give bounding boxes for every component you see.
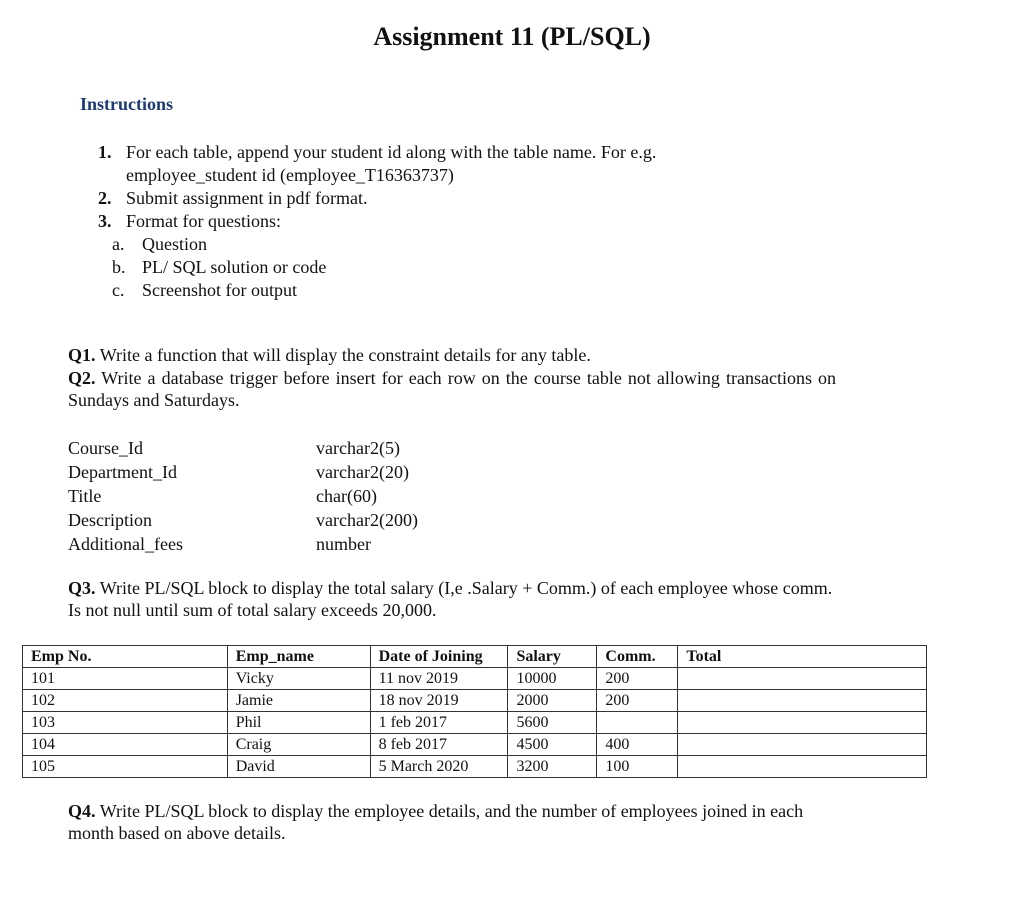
table-cell: 103: [23, 712, 228, 734]
table-row: [23, 690, 927, 712]
field-type: varchar2(200): [316, 510, 418, 530]
column-header: Emp_name: [227, 646, 370, 668]
table-cell: 11 nov 2019: [370, 668, 508, 690]
table-cell: 101: [23, 668, 228, 690]
format-text: PL/ SQL solution or code: [142, 257, 327, 277]
table-cell: Vicky: [227, 668, 370, 690]
field-name: Description: [68, 510, 152, 530]
instruction-item-continued: [98, 164, 798, 187]
instruction-item: [98, 141, 798, 164]
course-fields: [68, 436, 418, 556]
field-row: [68, 460, 418, 484]
format-list: [112, 233, 326, 302]
question-4: [68, 800, 843, 844]
table-cell: 5 March 2020: [370, 756, 508, 778]
column-header: Salary: [508, 646, 597, 668]
table-cell: Craig: [227, 734, 370, 756]
field-name: Additional_fees: [68, 534, 183, 554]
question-text: Write PL/SQL block to display the total salary (I,e .Salary + Comm.) of each employee whose comm. Is not null until sum of total salary exceeds 20,000.: [68, 578, 833, 620]
format-letter: c.: [112, 280, 125, 300]
table-cell: Jamie: [227, 690, 370, 712]
column-header: Date of Joining: [370, 646, 508, 668]
field-type: varchar2(20): [316, 462, 409, 482]
instructions-heading: Instructions: [80, 94, 174, 114]
field-type: varchar2(5): [316, 438, 400, 458]
format-text: Question: [142, 234, 207, 254]
field-type: number: [316, 534, 371, 554]
field-type: char(60): [316, 486, 377, 506]
page-title: Assignment 11 (PL/SQL): [373, 22, 651, 51]
field-row: [68, 484, 418, 508]
column-header: Total: [678, 646, 927, 668]
table-cell: [678, 690, 927, 712]
question-label: Q4.: [68, 801, 96, 821]
table-cell: [678, 712, 927, 734]
format-letter: a.: [112, 234, 125, 254]
field-name: Course_Id: [68, 438, 143, 458]
format-item: [112, 233, 326, 256]
question-text: Write a function that will display the constraint details for any table.: [99, 345, 591, 365]
table-cell: 2000: [508, 690, 597, 712]
field-name: Title: [68, 486, 102, 506]
instruction-text: For each table, append your student id along with the table name. For e.g.: [126, 142, 657, 162]
format-text: Screenshot for output: [142, 280, 297, 300]
table-cell: 8 feb 2017: [370, 734, 508, 756]
table-cell: 200: [597, 690, 678, 712]
field-row: [68, 508, 418, 532]
table-cell: [597, 712, 678, 734]
question-text: Write PL/SQL block to display the employee details, and the number of employees joined in each month based on above details.: [68, 801, 804, 843]
question-label: Q2.: [68, 368, 96, 388]
table-cell: 3200: [508, 756, 597, 778]
question-label: Q1.: [68, 345, 96, 365]
instruction-number: 3.: [98, 211, 112, 231]
field-name: Department_Id: [68, 462, 177, 482]
instruction-item: [98, 210, 798, 233]
format-letter: b.: [112, 257, 126, 277]
question-label: Q3.: [68, 578, 96, 598]
field-row: [68, 532, 418, 556]
instruction-number: 1.: [98, 142, 112, 162]
table-cell: 10000: [508, 668, 597, 690]
table-row: [23, 712, 927, 734]
table-cell: [678, 668, 927, 690]
table-cell: 200: [597, 668, 678, 690]
instruction-number: 2.: [98, 188, 112, 208]
format-item: [112, 256, 326, 279]
table-cell: 105: [23, 756, 228, 778]
table-cell: David: [227, 756, 370, 778]
table-cell: 4500: [508, 734, 597, 756]
column-header: Comm.: [597, 646, 678, 668]
instruction-text: employee_student id (employee_T16363737): [126, 165, 454, 185]
table-cell: 5600: [508, 712, 597, 734]
table-cell: 102: [23, 690, 228, 712]
instruction-item: [98, 187, 798, 210]
table-cell: 100: [597, 756, 678, 778]
table-cell: 400: [597, 734, 678, 756]
table-header-row: [23, 646, 927, 668]
format-item: [112, 279, 326, 302]
table-cell: Phil: [227, 712, 370, 734]
table-cell: 18 nov 2019: [370, 690, 508, 712]
field-row: [68, 436, 418, 460]
instructions-list: [98, 141, 798, 233]
table-cell: [678, 756, 927, 778]
question-1: [68, 344, 838, 366]
table-row: [23, 668, 927, 690]
question-2: [68, 367, 836, 411]
table-cell: [678, 734, 927, 756]
employee-table: [22, 645, 927, 778]
instruction-text: Submit assignment in pdf format.: [126, 188, 368, 208]
table-cell: 104: [23, 734, 228, 756]
table-row: [23, 756, 927, 778]
table-row: [23, 734, 927, 756]
column-header: Emp No.: [23, 646, 228, 668]
question-3: [68, 577, 843, 621]
question-text: Write a database trigger before insert for each row on the course table not allowing transactions on Sundays and Saturdays.: [68, 368, 836, 410]
table-cell: 1 feb 2017: [370, 712, 508, 734]
instruction-text: Format for questions:: [126, 211, 281, 231]
